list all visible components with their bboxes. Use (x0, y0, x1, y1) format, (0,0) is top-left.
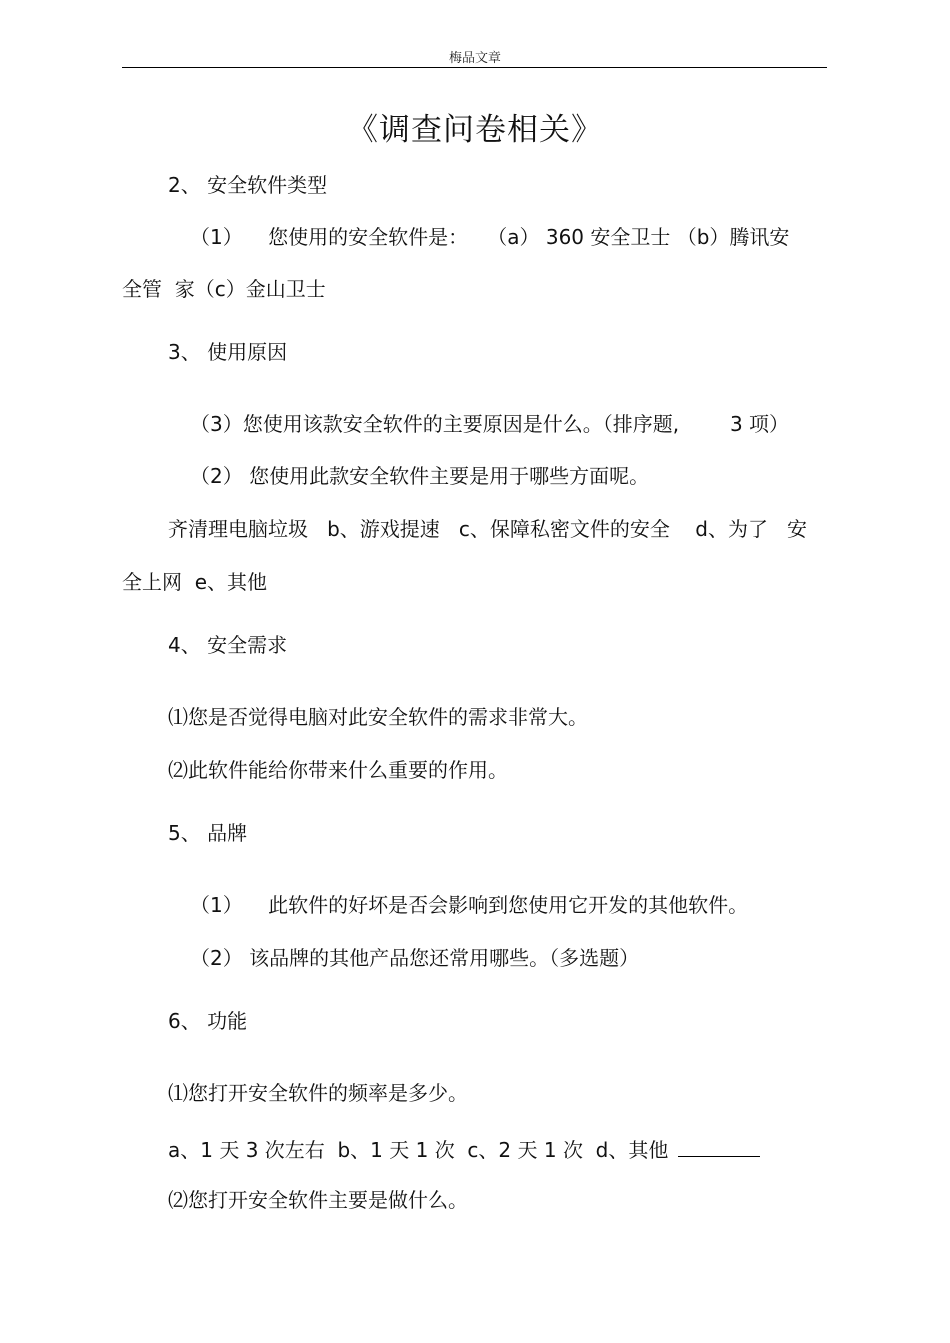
section-3-question-3: （3）您使用该款安全软件的主要原因是什么。（排序题, 3 项） (190, 412, 790, 436)
section-2-question-1-line-1: （1） 您使用的安全软件是： （a） 360 安全卫士 （b）腾讯安 (190, 225, 790, 249)
section-5-question-1: （1） 此软件的好坏是否会影响到您使用它开发的其他软件。 (190, 893, 749, 917)
section-2-heading: 2、 安全软件类型 (168, 173, 328, 197)
section-6-options (168, 1138, 760, 1160)
answer-blank (678, 1138, 760, 1157)
section-6-question-1: ⑴您打开安全软件的频率是多少。 (168, 1081, 468, 1105)
header-rule (122, 67, 827, 68)
section-6-question-2: ⑵您打开安全软件主要是做什么。 (168, 1188, 468, 1212)
section-6-heading: 6、 功能 (168, 1009, 248, 1033)
section-6-options-text: a、1 天 3 次左右 b、1 天 1 次 c、2 天 1 次 d、其他 (168, 1138, 669, 1162)
section-4-heading: 4、 安全需求 (168, 633, 288, 657)
section-5-question-2: （2） 该品牌的其他产品您还常用哪些。（多选题） (190, 946, 640, 970)
section-3-options-line-2: 全上网 e、其他 (122, 570, 268, 594)
section-4-question-1: ⑴您是否觉得电脑对此安全软件的需求非常大。 (168, 705, 588, 729)
section-3-options-line-1: 齐清理电脑垃圾 b、游戏提速 c、保障私密文件的安全 d、为了 安 (168, 517, 808, 541)
section-5-heading: 5、 品牌 (168, 821, 248, 845)
running-header: 梅品文章 (448, 51, 501, 66)
section-4-question-2: ⑵此软件能给你带来什么重要的作用。 (168, 758, 508, 782)
document-title: 《调查问卷相关》 (347, 112, 603, 148)
section-2-question-1-line-2: 全管 家（c）金山卫士 (122, 277, 326, 301)
section-3-heading: 3、 使用原因 (168, 340, 288, 364)
section-3-question-2: （2） 您使用此款安全软件主要是用于哪些方面呢。 (190, 464, 650, 488)
